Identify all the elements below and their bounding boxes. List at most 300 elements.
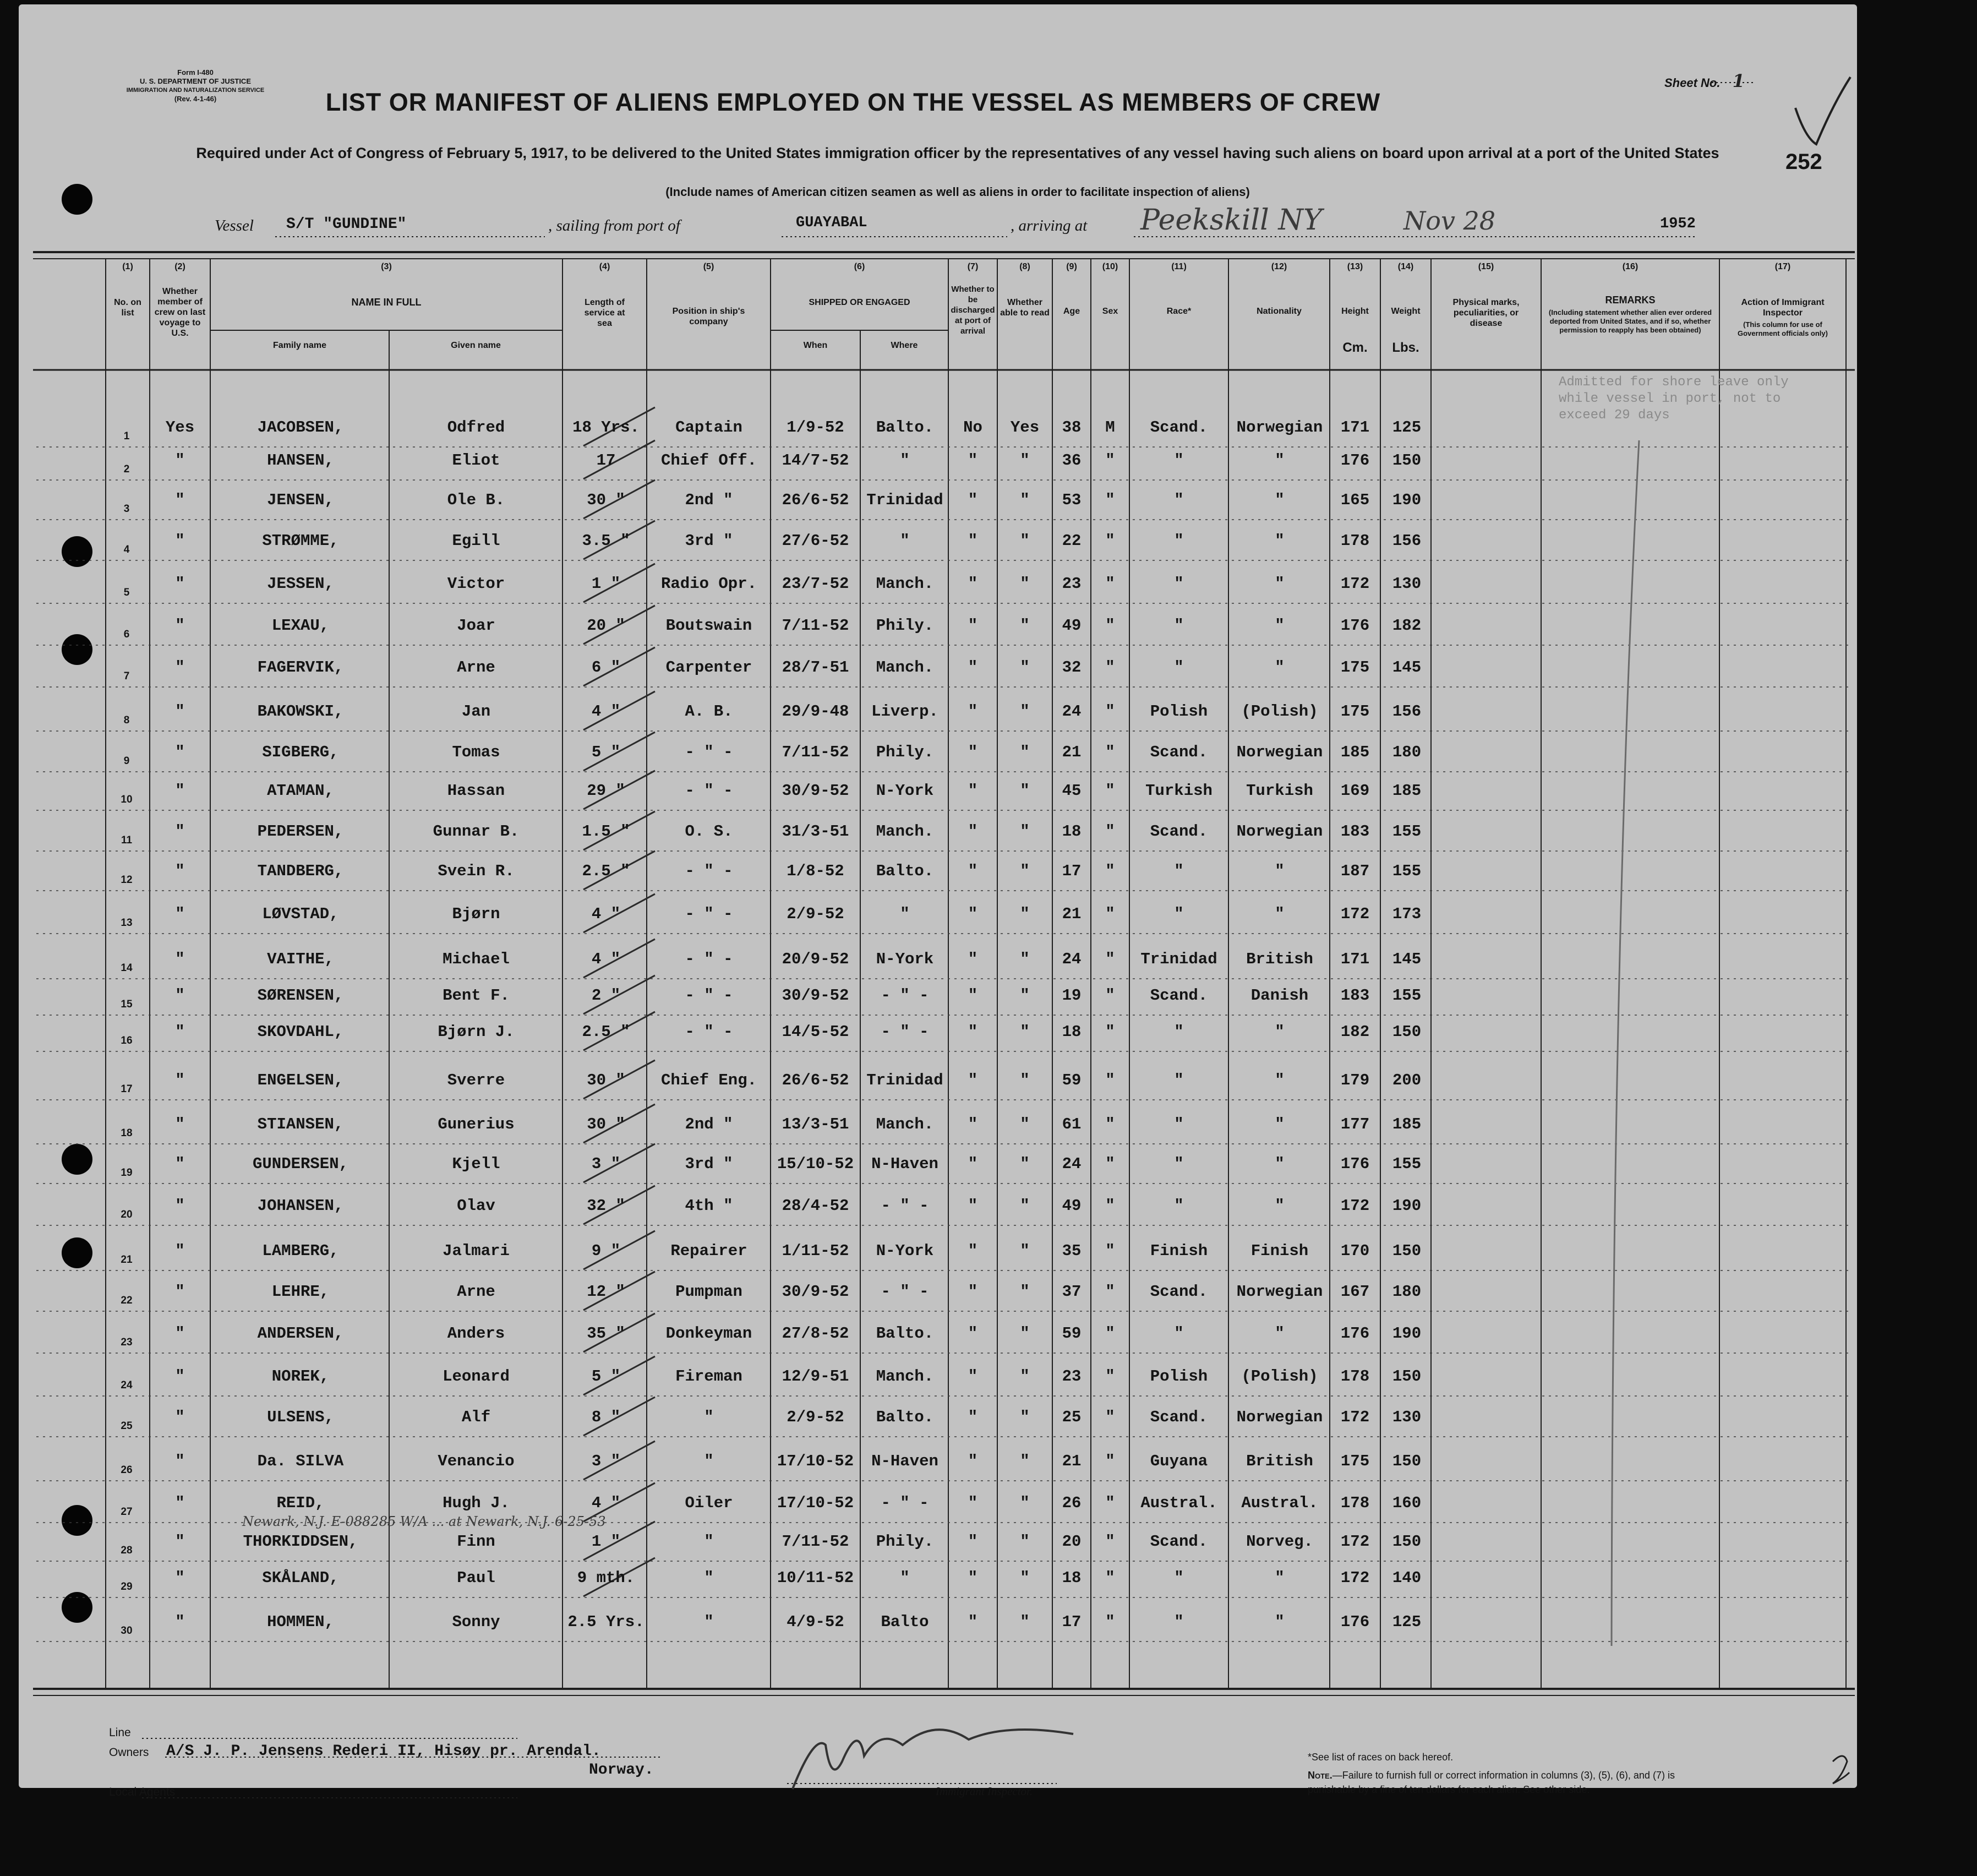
crew-position: " xyxy=(704,1569,714,1587)
crew-read: " xyxy=(1020,862,1030,880)
crew-nationality: Finish xyxy=(1250,1242,1309,1260)
crew-height: 172 xyxy=(1340,1533,1370,1551)
crew-where: Balto xyxy=(881,1613,929,1631)
crew-weight: 150 xyxy=(1392,1533,1422,1551)
row-number: 18 xyxy=(121,1127,133,1139)
crew-read: " xyxy=(1020,1283,1030,1301)
crew-sex: " xyxy=(1105,1569,1115,1587)
crew-sex: " xyxy=(1105,986,1115,1005)
row-number: 25 xyxy=(121,1420,133,1432)
crew-race: Turkish xyxy=(1145,782,1213,800)
crew-service: 4 " xyxy=(591,905,621,923)
row-number: 23 xyxy=(121,1337,133,1348)
revision: (Rev. 4-1-46) xyxy=(174,95,217,103)
crew-race: " xyxy=(1174,451,1184,470)
row-number: 22 xyxy=(121,1295,133,1306)
crew-position: Oiler xyxy=(685,1494,733,1512)
crew-prev: " xyxy=(175,1155,185,1173)
crew-height: 178 xyxy=(1340,1494,1370,1512)
crew-where: Balto. xyxy=(876,1408,934,1426)
crew-sex: " xyxy=(1105,1613,1115,1631)
crew-read: " xyxy=(1020,451,1030,470)
crew-read: " xyxy=(1020,1569,1030,1587)
crew-height: 169 xyxy=(1340,782,1370,800)
header-age: Age xyxy=(1063,307,1080,316)
footer-note xyxy=(1308,1768,1682,1797)
crew-sex: " xyxy=(1105,1324,1115,1343)
crew-when: 13/3-51 xyxy=(782,1115,849,1133)
crew-weight: 150 xyxy=(1392,1367,1422,1386)
header-shipped-engaged: SHIPPED OR ENGAGED xyxy=(809,298,910,307)
sheet-label: Sheet No. xyxy=(1664,76,1721,90)
crew-when: 10/11-52 xyxy=(777,1569,854,1587)
crew-race: Austral. xyxy=(1140,1494,1217,1512)
footer-owners: A/S J. P. Jensens Rederi II, Hisøy pr. Arendal. xyxy=(166,1743,601,1760)
row-number: 1 xyxy=(123,430,130,442)
crew-sex: " xyxy=(1105,451,1115,470)
row-number: 5 xyxy=(123,587,130,598)
crew-given: Gunnar B. xyxy=(433,822,520,841)
header-inspector-note: (This column for use of Government officials only) xyxy=(1738,320,1828,337)
crew-position: 4th " xyxy=(685,1197,733,1215)
crew-nationality: (Polish) xyxy=(1241,702,1318,721)
crew-discharge: " xyxy=(968,950,978,968)
crew-height: 177 xyxy=(1340,1115,1370,1133)
crew-weight: 145 xyxy=(1392,658,1422,677)
crew-weight: 125 xyxy=(1392,418,1422,437)
crew-weight: 185 xyxy=(1392,1115,1422,1133)
header-name-in-full: NAME IN FULL xyxy=(351,297,422,308)
crew-weight: 150 xyxy=(1392,451,1422,470)
crew-where: N-Haven xyxy=(871,1452,938,1470)
crew-nationality: " xyxy=(1275,1197,1285,1215)
crew-service: 4 " xyxy=(591,702,621,721)
crew-service: 5 " xyxy=(591,1367,621,1386)
row-number: 6 xyxy=(123,629,130,640)
crew-service: 4 " xyxy=(591,950,621,968)
sailing-port: GUAYABAL xyxy=(796,215,867,231)
crew-given: Leonard xyxy=(443,1367,510,1386)
crew-height: 178 xyxy=(1340,1367,1370,1386)
crew-weight: 155 xyxy=(1392,822,1422,841)
crew-nationality: " xyxy=(1275,1071,1285,1089)
crew-given: Alf xyxy=(461,1408,491,1426)
row-number: 8 xyxy=(123,715,130,726)
crew-position: Chief Off. xyxy=(660,451,757,470)
crew-given: Bjørn J. xyxy=(438,1023,515,1041)
crew-family: LØVSTAD, xyxy=(262,905,339,923)
crew-read: " xyxy=(1020,532,1030,550)
crew-discharge: " xyxy=(968,1023,978,1041)
crew-sex: " xyxy=(1105,491,1115,509)
header-previous-voyage: Whether member of crew on last voyage to U.S. xyxy=(154,287,206,338)
header-weight-unit: Lbs. xyxy=(1392,340,1419,355)
crew-nationality: " xyxy=(1275,532,1285,550)
crew-height: 176 xyxy=(1340,1155,1370,1173)
crew-discharge: " xyxy=(968,1283,978,1301)
crew-nationality: " xyxy=(1275,1155,1285,1173)
crew-family: JOHANSEN, xyxy=(257,1197,344,1215)
crew-service: 1 " xyxy=(591,575,621,593)
col-num-3: (3) xyxy=(381,262,392,271)
header-able-to-read: Whether able to read xyxy=(1000,298,1050,318)
crew-height: 172 xyxy=(1340,1569,1370,1587)
crew-family: SIGBERG, xyxy=(262,743,339,761)
crew-position: 3rd " xyxy=(685,532,733,550)
crew-age: 26 xyxy=(1062,1494,1082,1512)
crew-discharge: " xyxy=(968,905,978,923)
crew-position: Repairer xyxy=(670,1242,747,1260)
row-number: 16 xyxy=(121,1035,133,1046)
crew-prev: " xyxy=(175,862,185,880)
crew-race: " xyxy=(1174,658,1184,677)
crew-family: ENGELSEN, xyxy=(257,1071,344,1089)
crew-where: Phily. xyxy=(876,743,934,761)
crew-sex: " xyxy=(1105,1283,1115,1301)
crew-race: " xyxy=(1174,1155,1184,1173)
crew-given: Arne xyxy=(457,658,495,677)
crew-given: Finn xyxy=(457,1533,495,1551)
crew-when: 30/9-52 xyxy=(782,782,849,800)
header-where: Where xyxy=(891,341,918,350)
crew-when: 7/11-52 xyxy=(782,1533,849,1551)
crew-height: 175 xyxy=(1340,702,1370,721)
crew-read: " xyxy=(1020,1367,1030,1386)
row-number: 15 xyxy=(121,999,133,1010)
vessel-label: Vessel xyxy=(215,217,254,234)
crew-height: 175 xyxy=(1340,658,1370,677)
crew-position: " xyxy=(704,1613,714,1631)
crew-age: 24 xyxy=(1062,950,1082,968)
crew-where: N-Haven xyxy=(871,1155,938,1173)
crew-nationality: Norveg. xyxy=(1246,1533,1313,1551)
crew-where: " xyxy=(900,451,910,470)
crew-age: 22 xyxy=(1062,532,1082,550)
crew-family: VAITHE, xyxy=(267,950,334,968)
crew-when: 27/8-52 xyxy=(782,1324,849,1343)
crew-height: 178 xyxy=(1340,532,1370,550)
crew-nationality: British xyxy=(1246,950,1313,968)
crew-where: Balto. xyxy=(876,862,934,880)
crew-age: 20 xyxy=(1062,1533,1082,1551)
crew-read: " xyxy=(1020,702,1030,721)
crew-prev: " xyxy=(175,1071,185,1089)
crew-discharge: " xyxy=(968,575,978,593)
crew-nationality: Norwegian xyxy=(1236,1408,1323,1426)
crew-when: 29/9-48 xyxy=(782,702,849,721)
crew-service: 1 " xyxy=(591,1533,621,1551)
crew-when: 17/10-52 xyxy=(777,1494,854,1512)
crew-height: 176 xyxy=(1340,1324,1370,1343)
crew-age: 21 xyxy=(1062,743,1082,761)
crew-when: 7/11-52 xyxy=(782,743,849,761)
row-number: 28 xyxy=(121,1545,133,1556)
crew-where: - " - xyxy=(881,1197,929,1215)
crew-nationality: British xyxy=(1246,1452,1313,1470)
col-num-13: (13) xyxy=(1347,262,1363,271)
crew-weight: 190 xyxy=(1392,491,1422,509)
crew-where: Trinidad xyxy=(866,1071,943,1089)
header-remarks: REMARKS xyxy=(1605,295,1656,306)
crew-family: ULSENS, xyxy=(267,1408,334,1426)
crew-read: " xyxy=(1020,1494,1030,1512)
crew-prev: " xyxy=(175,1324,185,1343)
crew-read: " xyxy=(1020,1533,1030,1551)
crew-race: " xyxy=(1174,905,1184,923)
crew-service: 1.5 " xyxy=(582,822,630,841)
crew-discharge: " xyxy=(968,491,978,509)
crew-height: 175 xyxy=(1340,1452,1370,1470)
crew-family: HANSEN, xyxy=(267,451,334,470)
crew-height: 172 xyxy=(1340,1197,1370,1215)
crew-age: 18 xyxy=(1062,1023,1082,1041)
crew-read: " xyxy=(1020,1613,1030,1631)
crew-weight: 140 xyxy=(1392,1569,1422,1587)
crew-given: Egill xyxy=(452,532,500,550)
crew-nationality: " xyxy=(1275,1115,1285,1133)
crew-age: 49 xyxy=(1062,617,1082,635)
service: IMMIGRATION AND NATURALIZATION SERVICE xyxy=(126,87,265,94)
crew-when: 27/6-52 xyxy=(782,532,849,550)
crew-given: Victor xyxy=(447,575,505,593)
crew-race: Scand. xyxy=(1150,986,1208,1005)
crew-when: 30/9-52 xyxy=(782,986,849,1005)
crew-service: 6 " xyxy=(591,658,621,677)
crew-age: 23 xyxy=(1062,1367,1082,1386)
crew-prev: " xyxy=(175,782,185,800)
crew-sex: " xyxy=(1105,1115,1115,1133)
crew-read: " xyxy=(1020,1408,1030,1426)
header-height-unit: Cm. xyxy=(1342,340,1368,355)
crew-height: 176 xyxy=(1340,1613,1370,1631)
crew-where: Trinidad xyxy=(866,491,943,509)
crew-where: Manch. xyxy=(876,658,934,677)
crew-sex: " xyxy=(1105,1408,1115,1426)
crew-family: STIANSEN, xyxy=(257,1115,344,1133)
crew-prev: " xyxy=(175,905,185,923)
crew-age: 61 xyxy=(1062,1115,1082,1133)
crew-where: Phily. xyxy=(876,617,934,635)
crew-prev: " xyxy=(175,822,185,841)
crew-race: Polish xyxy=(1150,1367,1208,1386)
crew-sex: " xyxy=(1105,1242,1115,1260)
crew-where: - " - xyxy=(881,1494,929,1512)
crew-age: 35 xyxy=(1062,1242,1082,1260)
crew-nationality: " xyxy=(1275,1023,1285,1041)
footer-owners-label: Owners xyxy=(109,1746,149,1759)
crew-given: Anders xyxy=(447,1324,505,1343)
col-num-4: (4) xyxy=(599,262,610,271)
crew-position: - " - xyxy=(685,905,733,923)
header-when: When xyxy=(803,341,828,350)
crew-weight: 130 xyxy=(1392,1408,1422,1426)
crew-service: 3.5 " xyxy=(582,532,630,550)
crew-position: Captain xyxy=(675,418,742,437)
header-position: Position in ship's company xyxy=(672,307,745,326)
crew-prev: " xyxy=(175,1408,185,1426)
crew-family: PEDERSEN, xyxy=(257,822,344,841)
crew-position: A. B. xyxy=(685,702,733,721)
crew-age: 24 xyxy=(1062,1155,1082,1173)
crew-weight: 155 xyxy=(1392,986,1422,1005)
crew-discharge: " xyxy=(968,822,978,841)
footer-owners-country: Norway. xyxy=(589,1762,654,1779)
crew-prev: " xyxy=(175,575,185,593)
crew-discharge: " xyxy=(968,1115,978,1133)
crew-position: - " - xyxy=(685,743,733,761)
crew-weight: 150 xyxy=(1392,1452,1422,1470)
crew-sex: " xyxy=(1105,1023,1115,1041)
crew-where: " xyxy=(900,905,910,923)
crew-read: " xyxy=(1020,822,1030,841)
crew-height: 172 xyxy=(1340,1408,1370,1426)
crew-given: Olav xyxy=(457,1197,495,1215)
crew-nationality: Turkish xyxy=(1246,782,1313,800)
crew-read: " xyxy=(1020,491,1030,509)
crew-when: 31/3-51 xyxy=(782,822,849,841)
crew-race: Guyana xyxy=(1150,1452,1208,1470)
crew-where: Balto. xyxy=(876,1324,934,1343)
crew-prev: Yes xyxy=(165,418,195,437)
crew-given: Jan xyxy=(461,702,491,721)
crew-prev: " xyxy=(175,1533,185,1551)
header-sex: Sex xyxy=(1102,307,1118,316)
crew-weight: 125 xyxy=(1392,1613,1422,1631)
crew-service: 12 " xyxy=(587,1283,625,1301)
crew-race: " xyxy=(1174,491,1184,509)
row-number: 24 xyxy=(121,1379,133,1391)
crew-prev: " xyxy=(175,1613,185,1631)
crew-prev: " xyxy=(175,1283,185,1301)
col-num-8: (8) xyxy=(1019,262,1030,271)
crew-race: Scand. xyxy=(1150,1408,1208,1426)
crew-discharge: " xyxy=(968,1155,978,1173)
crew-height: 172 xyxy=(1340,905,1370,923)
crew-sex: " xyxy=(1105,1367,1115,1386)
crew-weight: 150 xyxy=(1392,1242,1422,1260)
crew-race: " xyxy=(1174,617,1184,635)
crew-nationality: " xyxy=(1275,658,1285,677)
crew-where: Balto. xyxy=(876,418,934,437)
crew-service: 2.5 Yrs. xyxy=(567,1613,645,1631)
crew-family: ATAMAN, xyxy=(267,782,334,800)
crew-nationality: Norwegian xyxy=(1236,418,1323,437)
crew-family: ANDERSEN, xyxy=(257,1324,344,1343)
sheet-number: 1 xyxy=(1732,70,1745,91)
crew-where: - " - xyxy=(881,1023,929,1041)
crew-sex: " xyxy=(1105,617,1115,635)
crew-when: 1/11-52 xyxy=(782,1242,849,1260)
crew-family: LEHRE, xyxy=(271,1283,330,1301)
crew-given: Michael xyxy=(443,950,510,968)
header-given-name: Given name xyxy=(451,341,501,350)
crew-when: 26/6-52 xyxy=(782,491,849,509)
crew-service: 8 " xyxy=(591,1408,621,1426)
crew-nationality: " xyxy=(1275,491,1285,509)
crew-weight: 180 xyxy=(1392,1283,1422,1301)
crew-weight: 145 xyxy=(1392,950,1422,968)
crew-height: 176 xyxy=(1340,451,1370,470)
crew-service: 32 " xyxy=(587,1197,625,1215)
crew-given: Hassan xyxy=(447,782,505,800)
col-num-6: (6) xyxy=(854,262,865,271)
header-discharged: Whether to be discharged at port of arrival xyxy=(951,285,995,336)
crew-service: 3 " xyxy=(591,1155,621,1173)
crew-weight: 180 xyxy=(1392,743,1422,761)
page-subtitle: Required under Act of Congress of February 5, 1917, to be delivered to the United States immigration officer by the representatives of any vessel having such aliens on board upon arrival at a port of the United States xyxy=(196,145,1719,161)
crew-discharge: " xyxy=(968,451,978,470)
crew-height: 187 xyxy=(1340,862,1370,880)
crew-weight: 200 xyxy=(1392,1071,1422,1089)
crew-read: " xyxy=(1020,1452,1030,1470)
crew-family: NOREK, xyxy=(271,1367,330,1386)
crew-where: N-York xyxy=(876,782,934,800)
crew-read: " xyxy=(1020,1023,1030,1041)
crew-race: " xyxy=(1174,1023,1184,1041)
crew-weight: 185 xyxy=(1392,782,1422,800)
crew-race: Polish xyxy=(1150,702,1208,721)
crew-weight: 155 xyxy=(1392,862,1422,880)
crew-family: GUNDERSEN, xyxy=(252,1155,349,1173)
crew-family: LAMBERG, xyxy=(262,1242,339,1260)
arrival-date: Nov 28 xyxy=(1403,206,1496,236)
crew-sex: " xyxy=(1105,1071,1115,1089)
col-num-5: (5) xyxy=(703,262,714,271)
crew-family: HOMMEN, xyxy=(267,1613,334,1631)
header-no-on-list: No. on list xyxy=(114,298,141,318)
crew-weight: 173 xyxy=(1392,905,1422,923)
crew-family: SKÅLAND, xyxy=(262,1569,339,1587)
crew-sex: " xyxy=(1105,950,1115,968)
crew-family: Da. SILVA xyxy=(257,1452,344,1470)
crew-where: Manch. xyxy=(876,822,934,841)
row-number: 27 xyxy=(121,1506,133,1518)
crew-sex: M xyxy=(1105,418,1115,437)
crew-family: FAGERVIK, xyxy=(257,658,344,677)
col-num-12: (12) xyxy=(1271,262,1287,271)
crew-where: Manch. xyxy=(876,1115,934,1133)
crew-read: " xyxy=(1020,1071,1030,1089)
crew-service: 9 " xyxy=(591,1242,621,1260)
row-number: 29 xyxy=(121,1581,133,1593)
row-number: 3 xyxy=(123,503,130,515)
crew-race: " xyxy=(1174,1115,1184,1133)
crew-nationality: Norwegian xyxy=(1236,822,1323,841)
row-number: 2 xyxy=(123,463,130,475)
crew-discharge: " xyxy=(968,1452,978,1470)
crew-read: " xyxy=(1020,986,1030,1005)
crew-sex: " xyxy=(1105,822,1115,841)
crew-race: Scand. xyxy=(1150,1533,1208,1551)
crew-nationality: " xyxy=(1275,862,1285,880)
crew-position: Chief Eng. xyxy=(660,1071,757,1089)
arriving-label: , arriving at xyxy=(1011,217,1088,234)
crew-when: 2/9-52 xyxy=(787,905,844,923)
crew-when: 28/7-51 xyxy=(782,658,849,677)
crew-family: BAKOWSKI, xyxy=(257,702,344,721)
crew-age: 19 xyxy=(1062,986,1082,1005)
crew-sex: " xyxy=(1105,575,1115,593)
department: U. S. DEPARTMENT OF JUSTICE xyxy=(140,77,251,85)
crew-family: JACOBSEN, xyxy=(257,418,344,437)
crew-sex: " xyxy=(1105,862,1115,880)
crew-height: 185 xyxy=(1340,743,1370,761)
crew-where: - " - xyxy=(881,986,929,1005)
col-num-2: (2) xyxy=(174,262,185,271)
row-number: 10 xyxy=(121,794,133,805)
crew-when: 7/11-52 xyxy=(782,617,849,635)
crew-sex: " xyxy=(1105,1533,1115,1551)
